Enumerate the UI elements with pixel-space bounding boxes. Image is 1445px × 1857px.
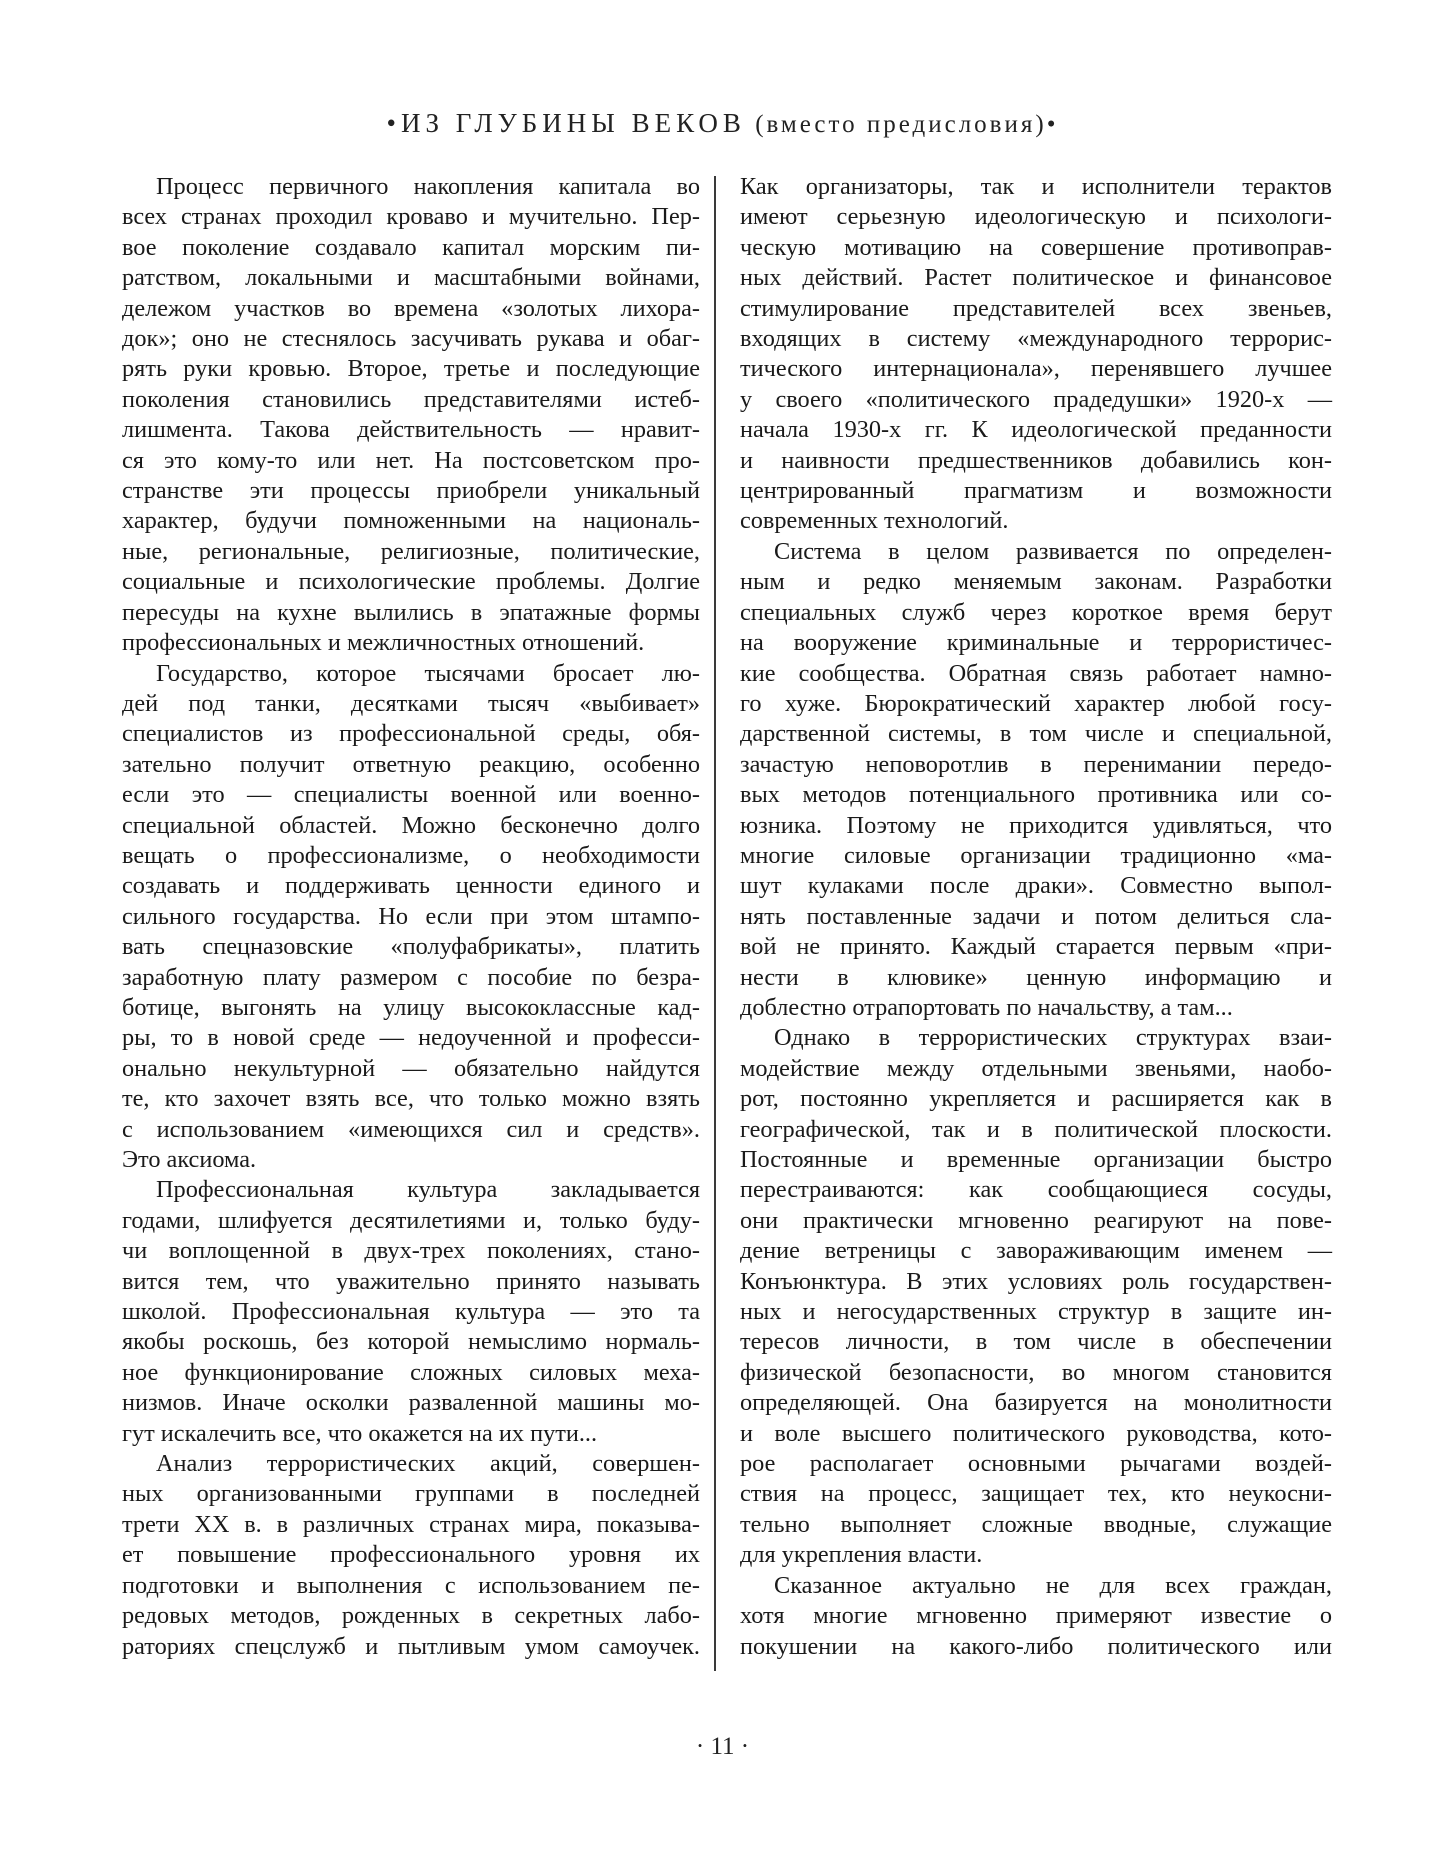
text-line: дение ветреницы с завораживающим именем — <box>740 1237 1332 1265</box>
text-line: стимулирование представителей всех звеньев, <box>740 294 1332 322</box>
text-line: ратством, локальными и масштабными войнами, <box>122 264 700 292</box>
text-line: физической безопасности, во многом становится <box>740 1358 1332 1386</box>
text-line: пересуды на кухне вылились в эпатажные формы <box>122 598 700 626</box>
text-line: ные, региональные, религиозные, политические, <box>122 537 700 565</box>
text-line: ры, то в новой среде — недоученной и професси- <box>122 1024 700 1052</box>
text-line: на вооружение криминальные и террористичес- <box>740 629 1332 657</box>
text-line: ное функционирование сложных силовых меха- <box>122 1358 700 1386</box>
text-line: Система в целом развивается по определен- <box>774 537 1332 565</box>
text-line: и наивности предшественников добавились кон- <box>740 446 1332 474</box>
text-line: Постоянные и временные организации быстро <box>740 1146 1332 1173</box>
text-line: они практически мгновенно реагируют на пове- <box>740 1206 1332 1234</box>
text-line: ных и негосударственных структур в защите ин- <box>740 1298 1332 1326</box>
text-line: редовых методов, рожденных в секретных лабо- <box>122 1602 700 1630</box>
text-line: дей под танки, десятками тысяч «выбивает» <box>122 689 700 717</box>
text-line: определяющей. Она базируется на монолитности <box>740 1389 1332 1417</box>
text-line: вое поколение создавало капитал морским пи- <box>122 233 700 261</box>
text-line: рять руки кровью. Второе, третье и последующие <box>122 355 700 383</box>
text-line: вится тем, что уважительно принято называть <box>122 1267 700 1295</box>
text-line: трети XX в. в различных странах мира, показыва- <box>122 1510 700 1538</box>
text-line: Как организаторы, так и исполнители терактов <box>740 173 1332 200</box>
text-line: те, кто захочет взять все, что только можно взять <box>122 1085 700 1113</box>
text-line: сильного государства. Но если при этом штампо- <box>122 902 700 930</box>
right-column <box>740 172 1332 1662</box>
text-line: гут искалечить все, что окажется на их пути... <box>122 1419 598 1447</box>
text-line: тельно выполняет сложные вводные, служащие <box>740 1510 1332 1538</box>
text-line: юзника. Поэтому не приходится удивляться, что <box>740 811 1332 839</box>
text-line: у своего «политического прадедушки» 1920-х — <box>740 385 1332 413</box>
text-line: центрированный прагматизм и возможности <box>740 477 1332 505</box>
text-line: социальные и психологические проблемы. Долгие <box>122 568 700 596</box>
text-line: Процесс первичного накопления капитала во <box>156 173 700 200</box>
text-line: лишмента. Такова действительность — нравит- <box>122 416 700 444</box>
text-line: начала 1930-х гг. К идеологической преданности <box>740 416 1332 444</box>
text-line: странстве эти процессы приобрели уникальный <box>122 477 700 505</box>
text-line: онально некультурной — обязательно найдутся <box>122 1054 700 1082</box>
text-line: характер, будучи помноженными на националь- <box>122 507 700 535</box>
text-line: Однако в террористических структурах взаи- <box>774 1024 1332 1052</box>
text-line: профессиональных и межличностных отношений. <box>122 629 645 657</box>
text-line: Сказанное актуально не для всех граждан, <box>774 1571 1332 1599</box>
text-line: поколения становились представителями истеб- <box>122 385 700 413</box>
text-line: модействие между отдельными звеньями, наобо- <box>740 1054 1332 1082</box>
text-line: дележом участков во времена «золотых лихора- <box>122 294 700 322</box>
text-line: вых методов потенциального противника или со- <box>740 781 1332 809</box>
text-line: чи воплощенной в двух-трех поколениях, стано- <box>122 1237 700 1265</box>
text-line: доблестно отрапортовать по начальству, а там... <box>740 993 1233 1021</box>
text-line: ствия на процесс, защищает тех, кто неукосни- <box>740 1480 1332 1508</box>
text-line: Анализ террористических акций, совершен- <box>156 1450 700 1478</box>
text-line: многие силовые организации традиционно «ма- <box>740 841 1332 869</box>
text-line: специальных служб через короткое время берут <box>740 598 1332 626</box>
running-head-subtitle: (вместо предисловия)• <box>745 111 1059 138</box>
text-line: го хуже. Бюрократический характер любой госу- <box>740 689 1332 717</box>
text-line: для укрепления власти. <box>740 1541 983 1569</box>
text-line: вой не принято. Каждый старается первым «при- <box>740 933 1332 961</box>
text-line: Это аксиома. <box>122 1146 257 1173</box>
text-line: заработную плату размером с пособие по безра- <box>122 963 700 991</box>
text-line: док»; оно не стеснялось засучивать рукава и обаг- <box>122 325 700 353</box>
running-head <box>0 108 1445 139</box>
text-line: ных организованными группами в последней <box>122 1480 700 1508</box>
text-line: если это — специалисты военной или военно- <box>122 781 700 809</box>
text-line: рот, постоянно укрепляется и расширяется как в <box>740 1085 1332 1113</box>
text-line: географической, так и в политической плоскости. <box>740 1115 1332 1143</box>
text-line: имеют серьезную идеологическую и психологи- <box>740 203 1332 231</box>
text-line: тересов личности, в том числе в обеспечении <box>740 1328 1332 1356</box>
text-line: зательно получит ответную реакцию, особенно <box>122 750 700 778</box>
text-line: рое располагает основными рычагами воздей- <box>740 1450 1332 1478</box>
text-line: ческую мотивацию на совершение противоправ- <box>740 233 1332 261</box>
text-line: годами, шлифуется десятилетиями и, только буду- <box>122 1206 700 1234</box>
text-line: ным и редко меняемым законам. Разработки <box>740 568 1332 596</box>
text-line: создавать и поддерживать ценности единого и <box>122 872 700 900</box>
text-line: современных технологий. <box>740 507 1009 535</box>
text-line: ных действий. Растет политическое и финансовое <box>740 264 1332 292</box>
text-line: вещать о профессионализме, о необходимости <box>122 841 700 869</box>
text-line: якобы роскошь, без которой немыслимо нормаль- <box>122 1328 700 1356</box>
text-line: дарственной системы, в том числе и специальной, <box>740 720 1332 748</box>
text-line: нять поставленные задачи и потом делиться сла- <box>740 902 1332 930</box>
text-line: кие сообщества. Обратная связь работает намно- <box>740 659 1332 687</box>
text-line: тического интернационала», перенявшего лучшее <box>740 355 1332 383</box>
running-head-title: •ИЗ ГЛУБИНЫ ВЕКОВ <box>386 108 746 138</box>
text-line: всех странах проходил кроваво и мучительно. Пер- <box>122 203 700 231</box>
text-line: школой. Профессиональная культура — это та <box>122 1298 700 1326</box>
text-line: покушении на какого-либо политического или <box>740 1632 1332 1660</box>
text-line: перестраиваются: как сообщающиеся сосуды, <box>740 1176 1332 1204</box>
text-line: специальной областей. Можно бесконечно долго <box>122 811 700 839</box>
column-divider <box>714 176 716 1671</box>
text-line: шут кулаками после драки». Совместно выпол- <box>740 872 1332 900</box>
text-line: ет повышение профессионального уровня их <box>122 1541 700 1569</box>
left-column <box>122 172 700 1662</box>
text-line: вать спецназовские «полуфабрикаты», платить <box>122 933 700 961</box>
text-line: подготовки и выполнения с использованием пе- <box>122 1571 700 1599</box>
text-line: ся это кому-то или нет. На постсоветском про- <box>122 446 700 474</box>
text-line: входящих в систему «международного террорис- <box>740 325 1332 353</box>
text-line: с использованием «имеющихся сил и средств». <box>122 1115 700 1143</box>
page-number: · 11 · <box>695 1733 750 1760</box>
text-line: и воле высшего политического руководства, кото- <box>740 1419 1332 1447</box>
text-line: зачастую неповоротлив в перенимании передо- <box>740 750 1332 778</box>
text-line: низмов. Иначе осколки разваленной машины мо- <box>122 1389 700 1417</box>
text-line: Профессиональная культура закладывается <box>156 1176 700 1204</box>
text-line: специалистов из профессиональной среды, обя- <box>122 720 700 748</box>
text-line: нести в клювике» ценную информацию и <box>740 963 1332 991</box>
text-line: ботице, выгонять на улицу высококлассные кад- <box>122 993 700 1021</box>
text-line: раториях спецслужб и пытливым умом самоучек. <box>122 1632 700 1660</box>
text-line: Государство, которое тысячами бросает лю- <box>156 659 700 687</box>
text-line: Конъюнктура. В этих условиях роль государствен- <box>740 1267 1332 1295</box>
text-line: хотя многие мгновенно примеряют известие о <box>740 1602 1332 1630</box>
